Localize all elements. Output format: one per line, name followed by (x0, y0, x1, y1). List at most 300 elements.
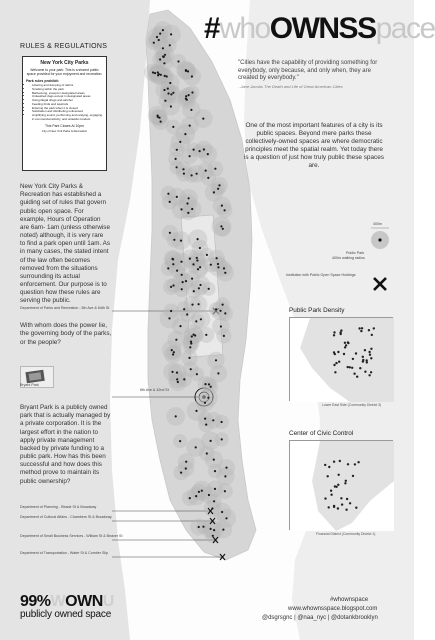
public-park-dot (205, 170, 207, 172)
public-park-dot (168, 317, 170, 319)
inset-park-dot (369, 354, 371, 356)
public-park-dot (201, 490, 203, 492)
inset-park-dot (338, 361, 340, 363)
inset-park-dot (333, 364, 335, 366)
title-owns: OWNS (269, 12, 358, 45)
public-park-dot (208, 383, 210, 385)
public-park-dot (186, 313, 188, 315)
dept-planning-label: Department of Planning - Reade St & Broadway (20, 505, 97, 509)
public-park-dot (185, 69, 187, 71)
sign-closing: This Park Closes At 10pm (44, 123, 84, 128)
question-text: With whom does the power lie, the governing body of the parks, or the people? (20, 322, 112, 346)
hashtag: #whownspace (330, 597, 369, 603)
public-park-dot (199, 247, 201, 249)
public-park-dot (172, 263, 174, 265)
public-park-dot (198, 303, 200, 305)
public-park-dot (224, 475, 226, 477)
inset-park-dot (352, 358, 354, 360)
inset-park-dot (335, 362, 337, 364)
public-park-dot (157, 116, 159, 118)
inset-park-dot (344, 482, 346, 484)
public-park-dot (221, 438, 223, 440)
quote-attribution: - Jane Jacobs The Death and Life of Great American Cities (238, 84, 343, 89)
public-park-dot (169, 82, 171, 84)
inset-park-dot (371, 334, 373, 336)
inset-park-dot (330, 490, 332, 492)
public-park-dot (157, 71, 159, 73)
public-park-dot (181, 274, 183, 276)
public-park-dot (191, 335, 193, 337)
inset-park-dot (364, 349, 366, 351)
public-park-dot (215, 308, 217, 310)
public-park-dot (196, 259, 198, 261)
public-park-dot (190, 368, 192, 370)
public-park-dot (204, 383, 206, 385)
public-park-dot (222, 228, 224, 230)
inset-park-dot (330, 494, 332, 496)
public-park-dot (195, 495, 197, 497)
civic-panel-title: Center of Civic Control (289, 430, 354, 437)
public-park-dot (186, 202, 188, 204)
public-park-dot (214, 168, 216, 170)
legend-public-park: Public Park (346, 251, 365, 255)
public-park-dot (167, 267, 169, 269)
public-park-dot (205, 334, 207, 336)
public-park-dot (162, 29, 164, 31)
park-rules-sign (22, 56, 107, 171)
public-park-dot (170, 33, 172, 35)
public-park-dot (169, 201, 171, 203)
public-park-dot (195, 320, 197, 322)
public-park-dot (170, 105, 172, 107)
sign-rule: • Feeding birds and squirrels (32, 103, 103, 107)
public-park-dot (214, 488, 216, 490)
inset-park-dot (333, 461, 335, 463)
public-park-dot (185, 280, 187, 282)
public-park-dot (220, 325, 222, 327)
civic-panel (289, 440, 393, 530)
public-park-dot (160, 121, 162, 123)
public-park-dot (190, 109, 192, 111)
public-park-dot (223, 267, 225, 269)
sign-rule: • Solicitation and distributing unlicensed (32, 110, 103, 114)
public-park-dot (180, 472, 182, 474)
public-park-dot (188, 197, 190, 199)
sign-title: New York City Parks (40, 60, 89, 66)
inset-park-dot (334, 353, 336, 355)
inset-park-dot (358, 327, 360, 329)
density-panel-caption: Lower East Side (Community District 3) (322, 403, 382, 407)
inset-park-dot (368, 374, 370, 376)
public-park-dot (157, 74, 159, 76)
public-park-dot (172, 92, 174, 94)
inset-park-dot (337, 507, 339, 509)
inset-park-dot (337, 351, 339, 353)
public-park-dot (179, 325, 181, 327)
inset-park-dot (334, 371, 336, 373)
public-park-dot (171, 349, 173, 351)
public-park-dot (190, 341, 192, 343)
public-park-dot (169, 44, 171, 46)
density-panel (289, 317, 393, 401)
public-park-dot (167, 193, 169, 195)
inset-park-dot (355, 352, 357, 354)
public-park-dot (189, 125, 191, 127)
jacobs-quote: "Cities have the capability of providing something for everybody, only because, and only when, they are created by everybody." (238, 60, 378, 81)
public-park-dot (198, 287, 200, 289)
public-park-dot (194, 334, 196, 336)
public-park-dot (170, 93, 172, 95)
public-park-dot (189, 346, 191, 348)
public-park-dot (221, 421, 223, 423)
public-park-dot (167, 92, 169, 94)
public-park-dot (196, 173, 198, 175)
public-park-dot (217, 263, 219, 265)
stat-w: W (50, 593, 66, 610)
public-park-dot (158, 39, 160, 41)
legend-walking-radius: 400m walking radius (332, 256, 365, 260)
public-park-dot (159, 58, 161, 60)
public-park-dot (205, 424, 207, 426)
intro-text: One of the most important features of a city is its public spaces. Beyond mere parks these collectively-owned spaces are where democratic principles meet the spatial realm. Yet today there is a question of just how truly public these spaces are. (244, 122, 384, 169)
public-park-dot (206, 254, 208, 256)
public-park-dot (195, 410, 197, 412)
public-park-dot (212, 419, 214, 421)
inset-park-dot (333, 331, 335, 333)
inset-park-dot (347, 341, 349, 343)
public-park-dot (154, 72, 156, 74)
public-park-dot (215, 359, 217, 361)
inset-park-dot (346, 498, 348, 500)
inset-park-dot (340, 497, 342, 499)
sign-rules-heading: Park rules prohibit: (26, 79, 59, 84)
public-park-dot (162, 47, 164, 49)
legend-park-dot (378, 238, 381, 241)
inset-park-dot (333, 506, 335, 508)
public-park-dot (176, 166, 178, 168)
dept-transportation-label: Department of Transportation - Water St & Corntier Slip (20, 551, 108, 555)
dept-small-business-label: Department of Small Business Services - William St & Beaver St (20, 534, 123, 538)
inset-park-dot (361, 327, 363, 329)
public-park-dot (163, 89, 165, 91)
public-park-dot (222, 304, 224, 306)
inset-park-dot (337, 484, 339, 486)
public-park-dot (202, 526, 204, 528)
inset-park-dot (345, 480, 347, 482)
public-park-dot (191, 91, 193, 93)
density-panel-title: Public Park Density (289, 307, 345, 314)
inset-park-dot (328, 466, 330, 468)
inset-park-dot (351, 367, 353, 369)
inset-park-dot (366, 359, 368, 361)
sign-welcome: Welcome to your park. This is a shared public space provided for your enjoyment and recreation. (26, 68, 103, 77)
public-park-dot (179, 440, 181, 442)
public-park-dot (210, 264, 212, 266)
inset-park-dot (370, 348, 372, 350)
public-park-dot (197, 238, 199, 240)
public-park-dot (172, 284, 174, 286)
public-park-dot (182, 281, 184, 283)
public-park-dot (197, 268, 199, 270)
inset-park-dot (345, 509, 347, 511)
rules-body-text: New York City Parks & Recreation has established a guiding set of rules that govern public open space. For example, Hours of Operation are 6am- 1am (unless otherwise noted) although, it is very rare to find a park open until 1am. As in many cases, the stated intent of the law often becomes removed from the situations surrounding its actual enforcement. Our purpose is to question how these rules are serving the public. (20, 183, 110, 305)
public-park-dot (210, 440, 212, 442)
inset-park-dot (357, 461, 359, 463)
public-park-dot (224, 209, 226, 211)
public-park-dot (217, 188, 219, 190)
public-park-dot (175, 158, 177, 160)
public-park-dot (219, 310, 221, 312)
stat-headline (20, 594, 114, 610)
public-park-dot (170, 286, 172, 288)
public-park-dot (172, 126, 174, 128)
inset-park-dot (352, 475, 354, 477)
inset-park-dot (349, 502, 351, 504)
public-park-dot (175, 339, 177, 341)
public-park-dot (159, 33, 161, 35)
public-park-dot (203, 148, 205, 150)
public-park-dot (191, 75, 193, 77)
inset-park-dot (324, 464, 326, 466)
inset-park-dot (356, 376, 358, 378)
public-park-dot (172, 258, 174, 260)
public-park-dot (176, 270, 178, 272)
public-park-dot (191, 304, 193, 306)
inset-park-dot (370, 371, 372, 373)
public-park-dot (160, 74, 162, 76)
inset-park-dot (333, 334, 335, 336)
public-park-dot (164, 75, 166, 77)
public-park-dot (183, 378, 185, 380)
title-space: pace (375, 12, 435, 45)
public-park-dot (213, 459, 215, 461)
public-park-dot (156, 36, 158, 38)
sign-rule: • Amplifying sound, performing and relaying, engaging in commercial activity, and unlawful conduct. (32, 114, 103, 122)
public-park-dot (187, 70, 189, 72)
inset-park-dot (339, 460, 341, 462)
public-park-dot (193, 149, 195, 151)
public-park-dot (208, 288, 210, 290)
bryant-park-label: Bryant Park (20, 383, 39, 387)
public-park-dot (199, 284, 201, 286)
page-title (204, 14, 435, 44)
public-park-dot (189, 155, 191, 157)
public-park-dot (179, 141, 181, 143)
stat-own: OWN (65, 593, 103, 610)
public-park-dot (164, 54, 166, 56)
inset-park-dot (353, 373, 355, 375)
inset-park-dot (360, 330, 362, 332)
public-park-dot (223, 335, 225, 337)
bryant-park-text: Bryant Park is a publicly owned park that is actually managed by a private corporation. It is the largest effort in the nation to apply private management backed by private funding to a public park. How has this been successful and how does this method prove to maintain its public ownership? (20, 404, 111, 485)
public-park-dot (185, 98, 187, 100)
public-park-dot (167, 88, 169, 90)
public-park-dot (180, 261, 182, 263)
sign-footer: City of New York Parks & Recreation (41, 128, 88, 133)
public-park-dot (200, 318, 202, 320)
inset-park-dot (354, 463, 356, 465)
sign-rule: • Entering the park when it is closed (32, 107, 103, 111)
density-map (290, 318, 394, 402)
public-park-dot (162, 55, 164, 57)
public-park-dot (224, 312, 226, 314)
inset-park-dot (362, 360, 364, 362)
public-park-dot (176, 378, 178, 380)
inset-park-dot (347, 366, 349, 368)
public-park-dot (169, 232, 171, 234)
public-park-dot (172, 353, 174, 355)
public-park-dot (171, 371, 173, 373)
public-park-dot (204, 418, 206, 420)
sign-rule: • Barbecuing, except in designated areas (32, 92, 103, 96)
public-park-dot (188, 357, 190, 359)
legend-institution: Institution with Public Open Space Holdings (286, 273, 356, 277)
public-park-dot (221, 511, 223, 513)
public-park-dot (153, 42, 155, 44)
public-park-dot (198, 491, 200, 493)
public-park-dot (182, 168, 184, 170)
public-park-dot (208, 494, 210, 496)
inset-park-dot (327, 475, 329, 477)
public-park-dot (180, 240, 182, 242)
inset-park-dot (345, 344, 347, 346)
inset-park-dot (338, 474, 340, 476)
public-park-dot (220, 225, 222, 227)
inset-park-dot (335, 486, 337, 488)
public-park-dot (185, 95, 187, 97)
public-park-dot (189, 258, 191, 260)
civic-map (290, 441, 394, 531)
public-park-dot (195, 446, 197, 448)
public-park-dot (224, 490, 226, 492)
public-park-dot (187, 212, 189, 214)
title-s: S (357, 12, 376, 45)
public-park-dot (173, 351, 175, 353)
public-park-dot (207, 177, 209, 179)
public-park-dot (225, 517, 227, 519)
civic-panel-caption: Financial District (Community District 1) (316, 532, 376, 536)
public-park-dot (163, 62, 165, 64)
public-park-dot (204, 402, 206, 404)
public-park-dot (221, 205, 223, 207)
public-park-dot (176, 149, 178, 151)
public-park-dot (210, 528, 212, 530)
public-park-dot (213, 529, 215, 531)
inset-park-dot (368, 329, 370, 331)
public-park-dot (198, 526, 200, 528)
public-park-dot (224, 272, 226, 274)
social-handles: @dsgrsgnc | @naa_nyc | @dotankbrooklyn (262, 615, 378, 621)
public-park-dot (184, 133, 186, 135)
public-park-dot (164, 100, 166, 102)
public-park-dot (181, 288, 183, 290)
public-park-dot (175, 415, 177, 417)
inset-park-dot (349, 366, 351, 368)
sign-rule: • Littering and dumping of debris (32, 84, 103, 88)
rules-heading: RULES & REGULATIONS (20, 43, 108, 50)
public-park-dot (185, 467, 187, 469)
public-park-dot (191, 278, 193, 280)
public-park-dot (190, 342, 192, 344)
inset-park-dot (364, 371, 366, 373)
inset-park-dot (359, 367, 361, 369)
public-park-dot (216, 257, 218, 259)
inset-park-dot (355, 507, 357, 509)
title-hash: # (204, 12, 220, 45)
inset-park-dot (328, 506, 330, 508)
public-park-dot (191, 174, 193, 176)
public-park-dot (166, 75, 168, 77)
blog-url: www.whownsspace.blogspot.com (288, 606, 378, 612)
public-park-dot (170, 310, 172, 312)
inset-park-dot (362, 356, 364, 358)
inset-park-dot (344, 342, 346, 344)
dept-cultural-label: Department of Cultural Affairs - Chambers St & Broadway (20, 515, 112, 519)
public-park-dot (176, 196, 178, 198)
public-park-dot (222, 529, 224, 531)
stat-number: 99% (20, 593, 51, 610)
public-park-dot (207, 153, 209, 155)
sign-rule: • Using illegal drugs and alcohol (32, 99, 103, 103)
public-park-dot (189, 497, 191, 499)
public-park-dot (217, 372, 219, 374)
public-park-dot (196, 257, 198, 259)
public-park-dot (199, 266, 201, 268)
public-park-dot (199, 150, 201, 152)
bryant-location-label: 6th Ave & 42nd St (140, 388, 169, 392)
public-park-dot (176, 372, 178, 374)
public-park-dot (225, 467, 227, 469)
inset-park-dot (347, 463, 349, 465)
public-park-dot (210, 386, 212, 388)
public-park-dot (192, 263, 194, 265)
sign-rules-list (32, 84, 103, 122)
public-park-dot (206, 452, 208, 454)
inset-park-dot (324, 497, 326, 499)
stat-subtitle: publicly owned space (20, 609, 112, 620)
inset-park-dot (340, 333, 342, 335)
public-park-dot (188, 94, 190, 96)
sign-rule: • Unleashed dogs except in designated areas (32, 95, 103, 99)
dept-parks-label: Department of Parks and Recreation - 5th Ave & 64th St (20, 306, 110, 310)
public-park-dot (183, 308, 185, 310)
inset-park-dot (373, 327, 375, 329)
public-park-dot (217, 266, 219, 268)
public-park-dot (193, 290, 195, 292)
public-park-dot (152, 71, 154, 73)
public-park-dot (180, 208, 182, 210)
public-park-dot (173, 239, 175, 241)
public-park-dot (177, 381, 179, 383)
public-park-dot (213, 191, 215, 193)
public-park-dot (218, 184, 220, 186)
inset-park-dot (368, 351, 370, 353)
public-park-dot (191, 208, 193, 210)
public-park-dot (213, 500, 215, 502)
sign-rule: • Smoking within the park (32, 88, 103, 92)
stat-u: U (102, 593, 114, 610)
public-park-dot (196, 373, 198, 375)
inset-park-dot (370, 357, 372, 359)
public-park-dot (183, 173, 185, 175)
public-park-dot (202, 118, 204, 120)
inset-park-dot (341, 503, 343, 505)
legend-scale: 400m (373, 222, 382, 226)
public-park-dot (177, 60, 179, 62)
inset-park-dot (343, 353, 345, 355)
public-park-dot (214, 470, 216, 472)
public-park-dot (207, 397, 209, 399)
